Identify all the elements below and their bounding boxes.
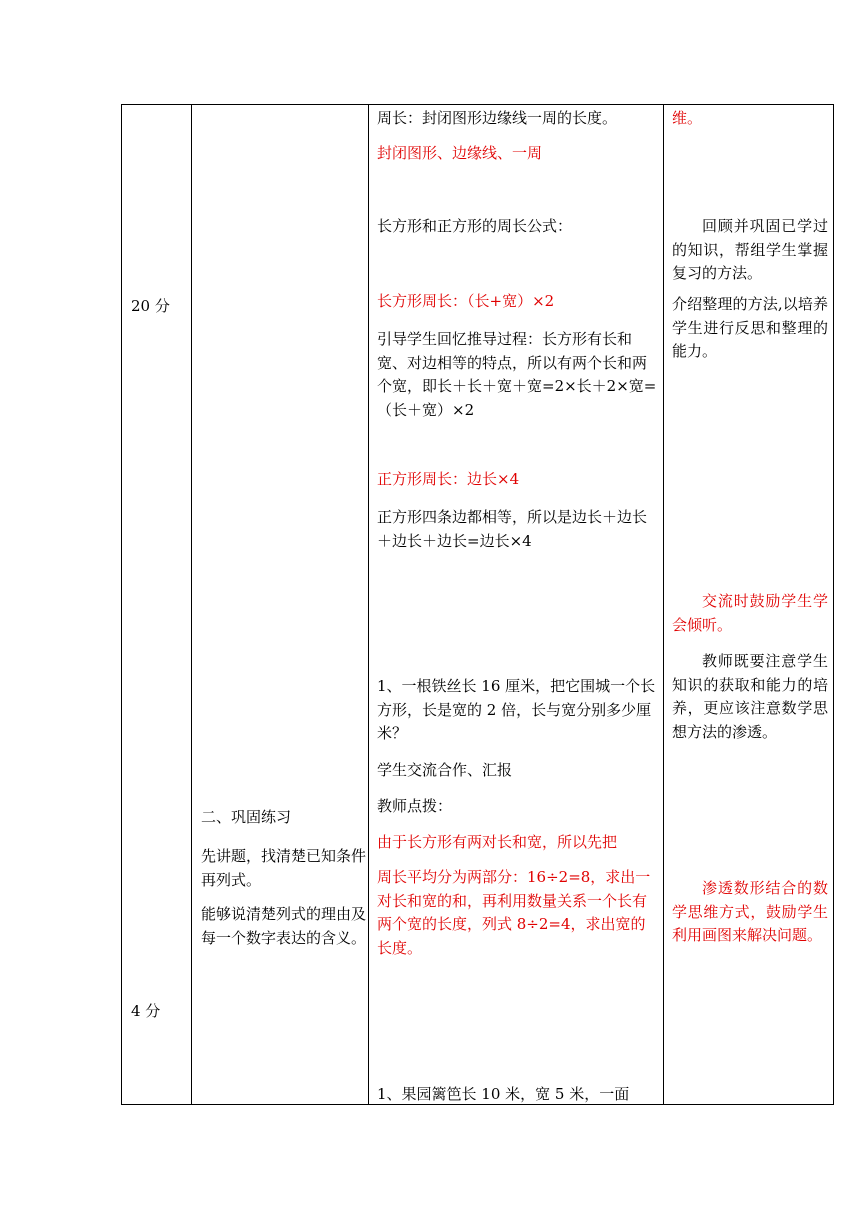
content-teacher-hint: 教师点拨： xyxy=(377,797,453,815)
content-rect-derivation: 引导学生回忆推导过程：长方形有长和宽、对边相等的特点，所以有两个长和两个宽，即长＋长＋宽＋宽=2×长＋2×宽=（长＋宽）×2 xyxy=(377,330,657,419)
content-perimeter-def: 周长：封闭图形边缘线一周的长度。 xyxy=(377,109,618,127)
content-discussion: 学生交流合作、汇报 xyxy=(377,761,513,779)
column-divider xyxy=(663,105,664,1104)
note-listen: 交流时鼓励学生学会倾听。 xyxy=(672,592,828,634)
column-divider xyxy=(191,105,192,1104)
time-20: 20 分 xyxy=(131,297,170,315)
note-shape-number: 渗透数形结合的数学思维方式，鼓励学生利用画图来解决问题。 xyxy=(672,879,828,944)
content-hint-line1: 由于长方形有两对长和宽，所以先把 xyxy=(377,833,618,851)
activity-title: 二、巩固练习 xyxy=(201,808,292,826)
activity-p2: 能够说清楚列式的理由及每一个数字表达的含义。 xyxy=(201,905,367,947)
content-formula-heading: 长方形和正方形的周长公式： xyxy=(377,217,573,235)
column-divider xyxy=(368,105,369,1104)
time-4: 4 分 xyxy=(131,1002,161,1020)
content-square-formula: 正方形周长：边长×4 xyxy=(377,470,520,488)
note-review: 回顾并巩固已学过的知识，帮组学生掌握复习的方法。 xyxy=(672,217,828,282)
content-square-derivation: 正方形四条边都相等，所以是边长＋边长＋边长＋边长=边长×4 xyxy=(377,508,648,550)
content-keywords: 封闭图形、边缘线、一周 xyxy=(377,144,543,162)
activity-p1: 先讲题，找清楚已知条件再列式。 xyxy=(201,847,367,889)
note-continued: 维。 xyxy=(672,109,703,127)
content-exercise-2: 1、果园篱笆长 10 米，宽 5 米，一面 xyxy=(377,1085,630,1103)
note-organize: 介绍整理的方法,以培养学生进行反思和整理的能力。 xyxy=(672,295,828,360)
content-rect-formula: 长方形周长：（长+宽）×2 xyxy=(377,292,555,310)
note-method: 教师既要注意学生知识的获取和能力的培养，更应该注意数学思想方法的渗透。 xyxy=(672,652,828,741)
content-exercise-1: 1、一根铁丝长 16 厘米，把它围城一个长方形，长是宽的 2 倍，长与宽分别多少厘米？ xyxy=(377,677,656,742)
lesson-table xyxy=(121,104,834,1105)
content-hint-detail: 周长平均分为两部分：16÷2=8，求出一对长和宽的和，再利用数量关系一个长有两个宽的长度，列式 8÷2=4，求出宽的长度。 xyxy=(377,868,651,957)
